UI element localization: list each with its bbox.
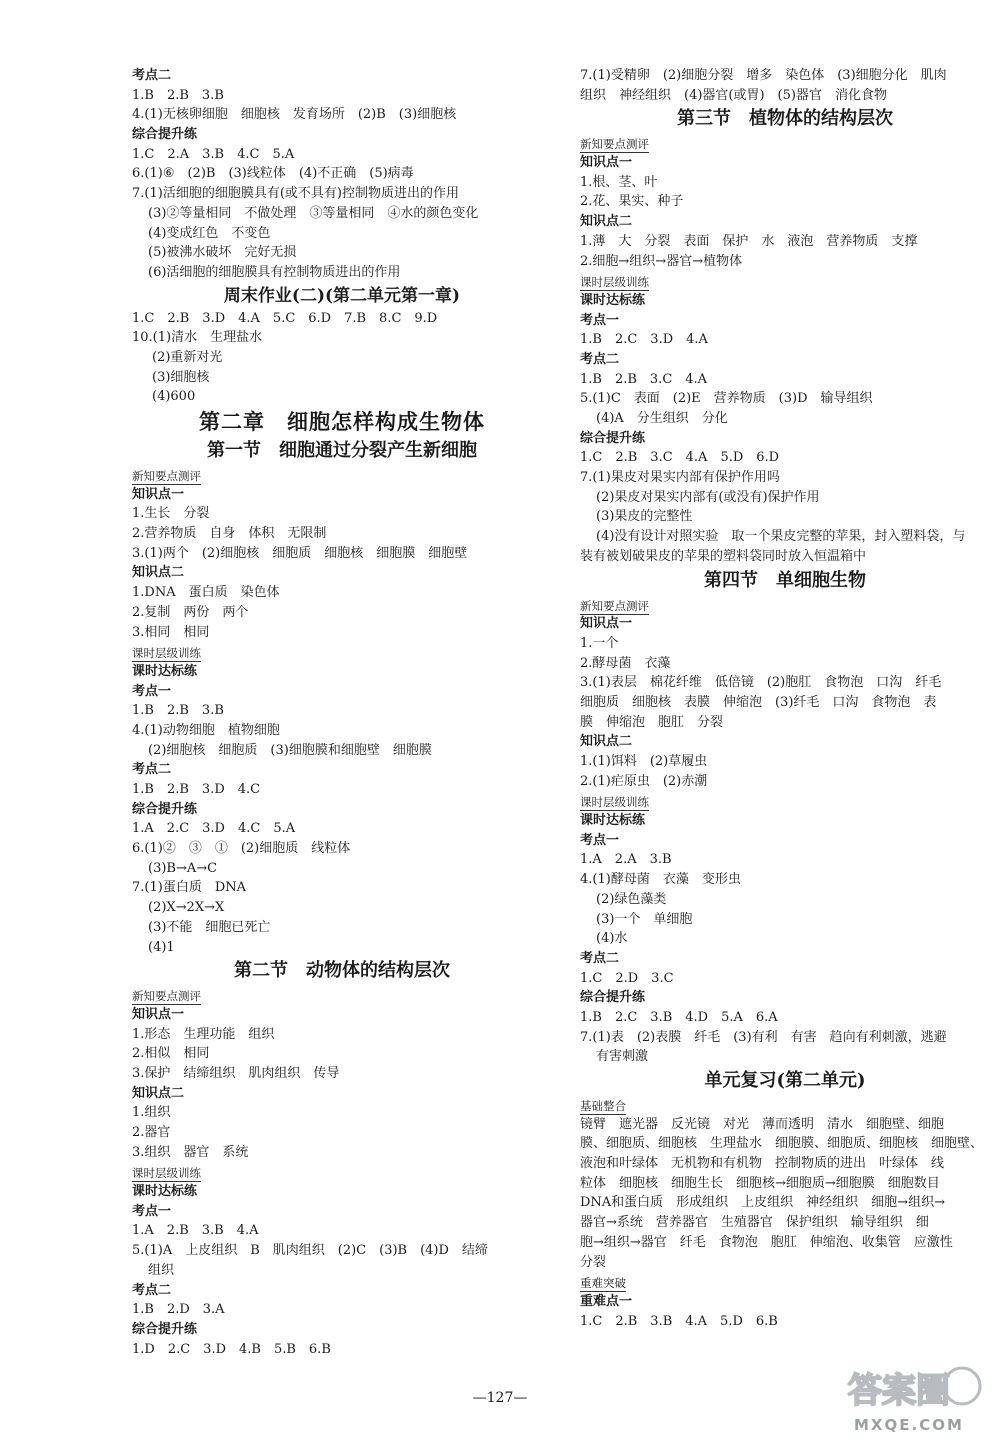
answer-subline: 有害刺激 (596, 1049, 649, 1065)
answer-line: 2.(1)疟原虫 (2)赤潮 (580, 773, 708, 789)
answer-line: 1.A 2.C 3.D 4.C 5.A (132, 821, 296, 837)
subsection-label: 知识点一 (132, 486, 185, 502)
block-tag-row (132, 465, 552, 485)
watermark (838, 1360, 988, 1440)
section-title: 第二节 动物体的结构层次 (234, 960, 450, 982)
subsection-label: 知识点一 (580, 155, 633, 171)
answer-line: 1.D 2.C 3.D 4.B 5.B 6.B (132, 1341, 331, 1357)
section-title: 第三节 植物体的结构层次 (677, 108, 893, 130)
answer-line: 膜、细胞质、细胞核 生理盐水 细胞膜、细胞质、细胞核 细胞壁、 (580, 1136, 984, 1152)
answer-line: 组织 神经组织 (4)器官(或胃) (5)器官 消化食物 (580, 87, 887, 103)
answer-subline: (3)B→A→C (148, 860, 218, 876)
answer-line: 3.相同 相同 (132, 624, 210, 640)
answer-subline: (2)X→2X→X (148, 900, 225, 916)
watermark-site-text: MXQE.COM (854, 1416, 964, 1434)
answer-line: 3.(1)表层 棉花纤维 低倍镜 (2)胞肛 食物泡 口沟 纤毛 (580, 675, 942, 691)
answer-line: 胞→组织→器官 纤毛 食物泡 胞肛 伸缩泡、收集管 应激性 (580, 1234, 953, 1250)
answer-line: 7.(1)果皮对果实内部有保护作用吗 (580, 470, 780, 486)
section-title: 第一节 细胞通过分裂产生新细胞 (207, 440, 477, 461)
answer-line: 液泡和叶绿体 无机物和有机物 控制物质的进出 叶绿体 线 (580, 1156, 945, 1172)
subsection-label: 知识点二 (132, 565, 185, 581)
subsection-label: 综合提升练 (132, 801, 198, 817)
subsection-label: 知识点二 (580, 734, 633, 750)
subsection-label: 考点二 (132, 1282, 172, 1298)
subsection-label: 课时达标练 (580, 292, 646, 308)
answer-subline: (4)1 (148, 939, 175, 955)
answer-line: 3.组织 器官 系统 (132, 1144, 249, 1160)
answer-line: 7.(1)蛋白质 DNA (132, 880, 247, 896)
subsection-label: 重难点一 (580, 1293, 633, 1309)
block-tag-row (580, 791, 990, 811)
answer-line: 6.(1)⑥ (2)B (3)线粒体 (4)不正确 (5)病毒 (132, 166, 414, 182)
answer-subline: (3)细胞核 (152, 369, 210, 385)
answer-subline: 组织 (148, 1262, 175, 1278)
answer-subline: (4)A 分生组织 分化 (596, 411, 728, 426)
answer-line: 2.复制 两份 两个 (132, 604, 249, 620)
answer-line: 装有被划破果皮的苹果的塑料袋同时放入恒温箱中 (580, 548, 867, 564)
answer-line: 5.(1)C 表面 (2)E 营养物质 (3)D 输导组织 (580, 391, 873, 407)
answer-line: DNA和蛋白质 形成组织 上皮组织 神经组织 细胞→组织→ (580, 1195, 945, 1211)
answer-line: 粒体 细胞核 细胞生长 细胞核→细胞质→细胞膜 细胞数目 (580, 1175, 940, 1191)
section-title: 单元复习(第二单元) (704, 1070, 866, 1091)
answer-line: 1.B 2.C 3.B 4.D 5.A 6.A (580, 1009, 778, 1025)
block-tag: 新知要点测评 (132, 469, 201, 483)
answer-line: 2.相似 相同 (132, 1046, 210, 1062)
answer-line: 1.(1)饵料 (2)草履虫 (580, 754, 708, 769)
answer-line: 1.A 2.B 3.B 4.A (132, 1223, 259, 1239)
answer-line: 1.组织 (132, 1105, 171, 1121)
answer-subline: (4)水 (596, 931, 628, 947)
answer-line: 1.B 2.B 3.D 4.C (132, 782, 261, 797)
answer-line: 5.(1)A 上皮组织 B 肌肉组织 (2)C (3)B (4)D 结缔 (132, 1243, 488, 1259)
subsection-label: 考点二 (580, 351, 620, 367)
answer-line: 6.(1)② ③ ① (2)细胞质 线粒体 (132, 841, 351, 857)
subsection-label: 课时达标练 (580, 813, 646, 829)
answer-line: 1.A 2.A 3.B (580, 852, 672, 868)
answer-line: 1.形态 生理功能 组织 (132, 1026, 275, 1042)
subsection-label: 综合提升练 (132, 1321, 198, 1337)
block-tag: 课时层级训练 (132, 646, 201, 661)
answer-line: 7.(1)受精卵 (2)细胞分裂 增多 染色体 (3)细胞分化 肌肉 (580, 68, 947, 83)
subsection-label: 考点二 (132, 762, 172, 778)
answer-line: 1.B 2.B 3.C 4.A (580, 371, 708, 387)
answer-line: 4.(1)无核卵细胞 细胞核 发育场所 (2)B (3)细胞核 (132, 107, 457, 123)
answer-line: 1.C 2.B 3.C 4.A 5.D 6.D (580, 450, 780, 466)
subsection-label: 课时达标练 (132, 663, 198, 679)
subsection-label: 考点二 (580, 950, 620, 966)
subsection-label: 综合提升练 (580, 430, 646, 446)
answer-line: 1.B 2.C 3.D 4.A (580, 332, 708, 348)
section-title: 第四节 单细胞生物 (704, 569, 866, 591)
left-column (132, 66, 552, 1359)
answer-line: 4.(1)动物细胞 植物细胞 (132, 722, 280, 738)
block-tag-row (132, 1162, 552, 1182)
subsection-label: 知识点一 (132, 1006, 185, 1022)
answer-subline: (3)一个 单细胞 (596, 911, 693, 927)
answer-line: 1.DNA 蛋白质 染色体 (132, 585, 280, 601)
answer-line: 2.细胞→组织→器官→植物体 (580, 253, 743, 269)
right-column (580, 66, 990, 1331)
subsection-label: 考点二 (132, 68, 172, 83)
answer-subline: (3)②等量相同 不做处理 ③等量相同 ④水的颜色变化 (148, 205, 479, 221)
subsection-label: 课时达标练 (132, 1184, 198, 1200)
answer-subline: (4)变成红色 不变色 (148, 225, 271, 241)
answer-line: 2.营养物质 自身 体积 无限制 (132, 526, 327, 542)
answer-subline: (6)活细胞的细胞膜具有控制物质进出的作用 (148, 264, 401, 280)
answer-line: 膜 伸缩泡 胞肛 分裂 (580, 714, 724, 730)
block-tag: 课时层级训练 (580, 795, 649, 810)
answer-line: 分裂 (580, 1254, 607, 1270)
answer-line: 2.器官 (132, 1125, 171, 1140)
answer-line: 1.生长 分裂 (132, 506, 210, 522)
answer-line: 1.C 2.A 3.B 4.C 5.A (132, 146, 295, 162)
block-tag-row (580, 1095, 990, 1115)
answer-line: 3.保护 结缔组织 肌肉组织 传导 (132, 1065, 340, 1081)
watermark-logo-icon (844, 1364, 984, 1412)
block-tag-row (580, 1272, 990, 1292)
subsection-label: 知识点二 (580, 214, 633, 230)
block-tag: 课时层级训练 (132, 1166, 201, 1181)
answer-subline: (2)果皮对果实内部有(或没有)保护作用 (596, 489, 820, 505)
answer-subline: (3)果皮的完整性 (596, 509, 693, 525)
block-tag: 新知要点测评 (132, 989, 201, 1004)
subsection-label: 考点一 (580, 312, 620, 328)
answer-line: 7.(1)活细胞的细胞膜具有(或不具有)控制物质进出的作用 (132, 186, 459, 202)
answer-subline: (3)不能 细胞已死亡 (148, 919, 271, 935)
answer-line: 3.(1)两个 (2)细胞核 细胞质 细胞核 细胞膜 细胞壁 (132, 545, 468, 561)
subsection-label: 知识点二 (132, 1085, 185, 1101)
answer-line: 2.酵母菌 衣藻 (580, 655, 671, 671)
block-tag-row (580, 595, 990, 615)
answer-line: 1.C 2.D 3.C (580, 970, 674, 986)
subsection-label: 考点一 (580, 832, 620, 848)
answer-line: 1.B 2.B 3.B (132, 703, 224, 719)
chapter-title: 第二章 细胞怎样构成生物体 (199, 409, 485, 434)
answer-line: 10.(1)清水 生理盐水 (132, 330, 263, 346)
subsection-label: 综合提升练 (580, 990, 646, 1006)
answer-subline: (5)被沸水破坏 完好无损 (148, 245, 297, 261)
answer-subline: (2)细胞核 细胞质 (3)细胞膜和细胞壁 细胞膜 (148, 742, 432, 758)
answer-line: 4.(1)酵母菌 衣藻 变形虫 (580, 872, 741, 888)
subsection-label: 知识点一 (580, 616, 633, 632)
block-tag-row (580, 271, 990, 291)
block-tag-row (132, 985, 552, 1005)
answer-line: 1.B 2.D 3.A (132, 1302, 225, 1318)
block-tag-row (580, 133, 990, 153)
weekly-homework-title: 周末作业(二)(第二单元第一章) (223, 285, 461, 306)
answer-line: 1.B 2.B 3.B (132, 87, 224, 103)
block-tag-row (132, 642, 552, 662)
answer-subline: (2)绿色藻类 (596, 891, 667, 907)
answer-subline: (2)重新对光 (152, 349, 223, 365)
block-tag: 重难突破 (580, 1276, 626, 1291)
subsection-label: 综合提升练 (132, 127, 198, 143)
answer-subline: (4)600 (152, 389, 196, 405)
block-tag: 课时层级训练 (580, 275, 649, 290)
answer-line: 7.(1)表 (2)表膜 纤毛 (3)有利 有害 趋向有利刺激，逃避 (580, 1029, 947, 1045)
answer-line: 1.薄 大 分裂 表面 保护 水 液泡 营养物质 支撑 (580, 233, 918, 249)
subsection-label: 考点一 (132, 1203, 172, 1219)
block-tag: 新知要点测评 (580, 137, 649, 152)
answer-line: 1.C 2.B 3.D 4.A 5.C 6.D 7.B 8.C 9.D (132, 310, 438, 326)
answer-line: 细胞质 细胞核 表膜 伸缩泡 (3)纤毛 口沟 食物泡 表 (580, 694, 937, 710)
answer-line: 器官→系统 营养器官 生殖器官 保护组织 输导组织 细 (580, 1215, 929, 1231)
page-number: —127— (472, 1390, 528, 1406)
answer-line: 1.C 2.B 3.B 4.A 5.D 6.B (580, 1313, 778, 1329)
answer-subline: (4)没有设计对照实验 取一个果皮完整的苹果，封入塑料袋，与 (596, 529, 966, 545)
block-tag: 新知要点测评 (580, 598, 649, 613)
answer-line: 2.花、果实、种子 (580, 194, 684, 210)
subsection-label: 考点一 (132, 683, 172, 699)
answer-line: 镜臂 遮光器 反光镜 对光 薄而透明 清水 细胞壁、细胞 (580, 1116, 945, 1132)
answer-line: 1.一个 (580, 635, 619, 651)
watermark-logo-text: 答案圈 (848, 1371, 950, 1411)
block-tag: 基础整合 (580, 1099, 626, 1113)
answer-line: 1.根、茎、叶 (580, 174, 658, 190)
